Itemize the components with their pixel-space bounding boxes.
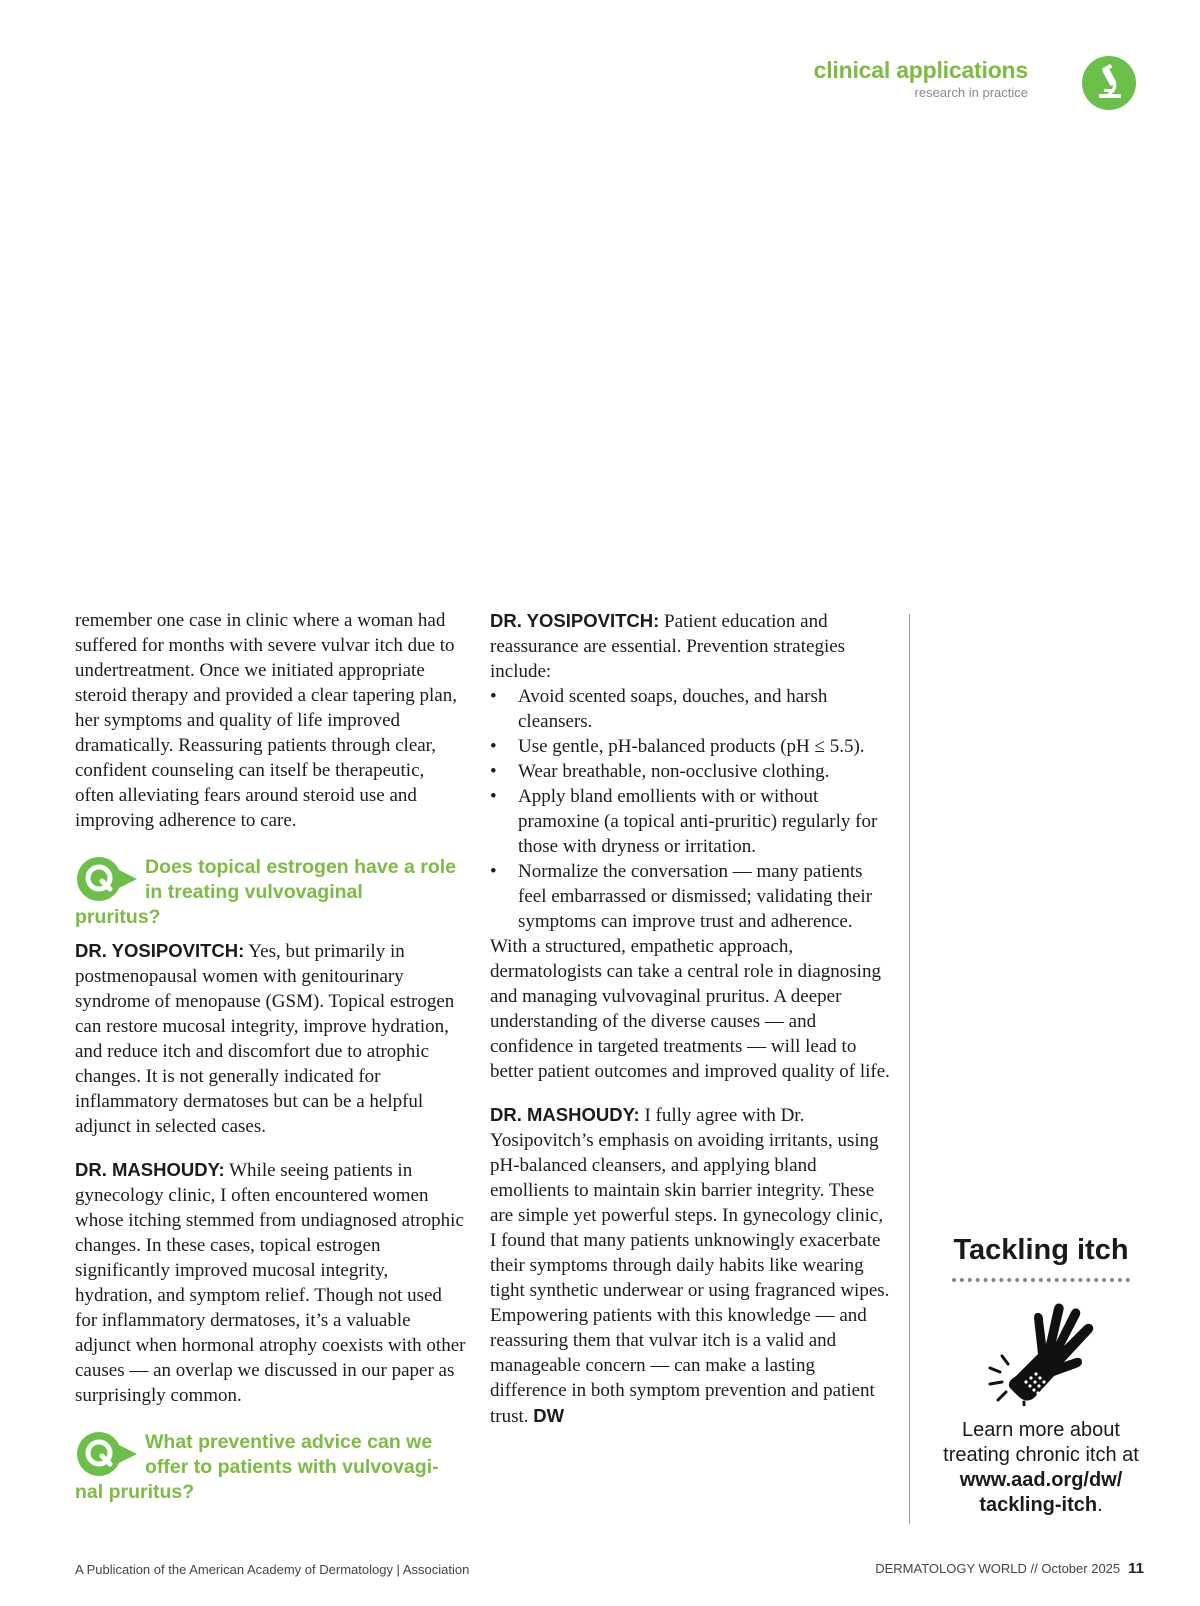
- tackling-itch-link[interactable]: www.aad.org/dw/ tackling-itch: [959, 1469, 1123, 1516]
- answer-yosipovitch-estrogen: [75, 938, 467, 1139]
- prevention-list: [490, 684, 890, 934]
- question-1: [75, 855, 467, 930]
- sidebar-text: [930, 1418, 1152, 1518]
- sidebar-body: Learn more about treating chronic itch at: [943, 1419, 1139, 1466]
- question-1-line2: pruritus?: [75, 906, 161, 928]
- answer-mashoudy-estrogen: [75, 1157, 467, 1408]
- page-number: 11: [1128, 1560, 1144, 1577]
- question-2-line2: nal pruritus?: [75, 1481, 195, 1503]
- itchy-hand-icon: [976, 1296, 1106, 1406]
- question-1-line1: Does topical estrogen have a role in treating vulvovaginal: [145, 856, 457, 903]
- intro-paragraph: remember one case in clinic where a woman had suffered for months with severe vulvar itch due to undertreatment. Once we initiated appropriate steroid therapy and provided a clear tapering plan, her symptoms and quality of life improved dramatically. Reassuring patients through clear, confident counseling can itself be therapeutic, often alleviating fears around steroid use and improving adherence to care.: [75, 610, 457, 831]
- tackling-itch-sidebar: [930, 1232, 1152, 1518]
- speaker-label: DR. MASHOUDY:: [490, 1104, 640, 1125]
- list-item: • Apply bland emollients with or without pramoxine (a topical anti-pruritic) regularly for those with dryness or irritation.: [518, 784, 890, 859]
- answer-text: While seeing patients in gynecology clinic, I often encountered women whose itching stemmed from undiagnosed atrophic changes. In these cases, topical estrogen significantly improved mucosal integrity, hydration, and symptom relief. Though not used for inflammatory dermatoses, it’s a valuable adjunct when hormonal atrophy coexists with other causes — an overlap we discussed in our paper as surprisingly common.: [75, 1160, 466, 1406]
- list-item: • Use gentle, pH-balanced products (pH ≤ 5.5).: [518, 734, 890, 759]
- list-item: • Wear breathable, non-occlusive clothing.: [518, 759, 890, 784]
- sidebar-title: Tackling itch: [953, 1234, 1129, 1266]
- left-column: [75, 608, 467, 1513]
- middle-column: [490, 608, 890, 1429]
- microscope-icon: [1082, 56, 1136, 110]
- answer-text: Yes, but primarily in postmenopausal women with genitourinary syndrome of menopause (GSM). Topical estrogen can restore mucosal integrity, improve hydration, and reduce itch and discomfort due to atrophic changes. It is not generally indicated for inflammatory dermatoses but can be a helpful adjunct in selected cases.: [75, 941, 455, 1137]
- answer-mashoudy-prevention: [490, 1102, 890, 1429]
- speaker-label: DR. YOSIPOVITCH:: [490, 610, 660, 631]
- list-item: • Avoid scented soaps, douches, and harsh cleansers.: [518, 684, 890, 734]
- speaker-label: DR. MASHOUDY:: [75, 1159, 225, 1180]
- question-2-line1: What preventive advice can we offer to patients with vulvovagi-: [145, 1431, 439, 1478]
- answer-text: I fully agree with Dr. Yosipovitch’s emphasis on avoiding irritants, using pH-balanced cleansers, and applying bland emollients to maintain skin barrier integrity. These are simple yet powerful steps. In gynecology clinic, I found that many patients unknowingly exacerbate their symptoms through daily habits like wearing tight synthetic underwear or using fragranced wipes. Empowering patients with this knowledge — and reassuring them that vulvar itch is a valid and manageable concern — can make a lasting difference in both symptom prevention and patient trust.: [490, 1105, 890, 1427]
- section-title: clinical applications: [813, 57, 1028, 83]
- answer-yosipovitch-prevention: [490, 608, 890, 684]
- closing-paragraph: With a structured, empathetic approach, dermatologists can take a central role in diagnosing and managing vulvovaginal pruritus. A deeper understanding of the diverse causes — and confidence in targeted treatments — will lead to better patient outcomes and improved quality of life.: [490, 936, 890, 1082]
- footer-magazine: DERMATOLOGY WORLD // October 2025: [875, 1561, 1121, 1576]
- dotted-divider: [952, 1278, 1130, 1282]
- column-divider: [909, 614, 910, 1524]
- speaker-label: DR. YOSIPOVITCH:: [75, 940, 245, 961]
- section-subtitle: research in practice: [914, 85, 1028, 100]
- footer-folio: [875, 1560, 1144, 1577]
- section-header: [814, 56, 1028, 102]
- question-bubble-icon: [75, 1430, 139, 1478]
- end-mark: DW: [533, 1405, 565, 1426]
- footer-publisher: A Publication of the American Academy of Dermatology | Association: [75, 1562, 470, 1577]
- sidebar-period: .: [1097, 1494, 1103, 1516]
- question-2: [75, 1430, 467, 1505]
- question-bubble-icon: [75, 855, 139, 903]
- answer-text: Patient education and reassurance are essential. Prevention strategies include:: [490, 611, 846, 682]
- list-item: • Normalize the conversation — many patients feel embarrassed or dismissed; validating their symptoms can improve trust and adherence.: [518, 859, 890, 934]
